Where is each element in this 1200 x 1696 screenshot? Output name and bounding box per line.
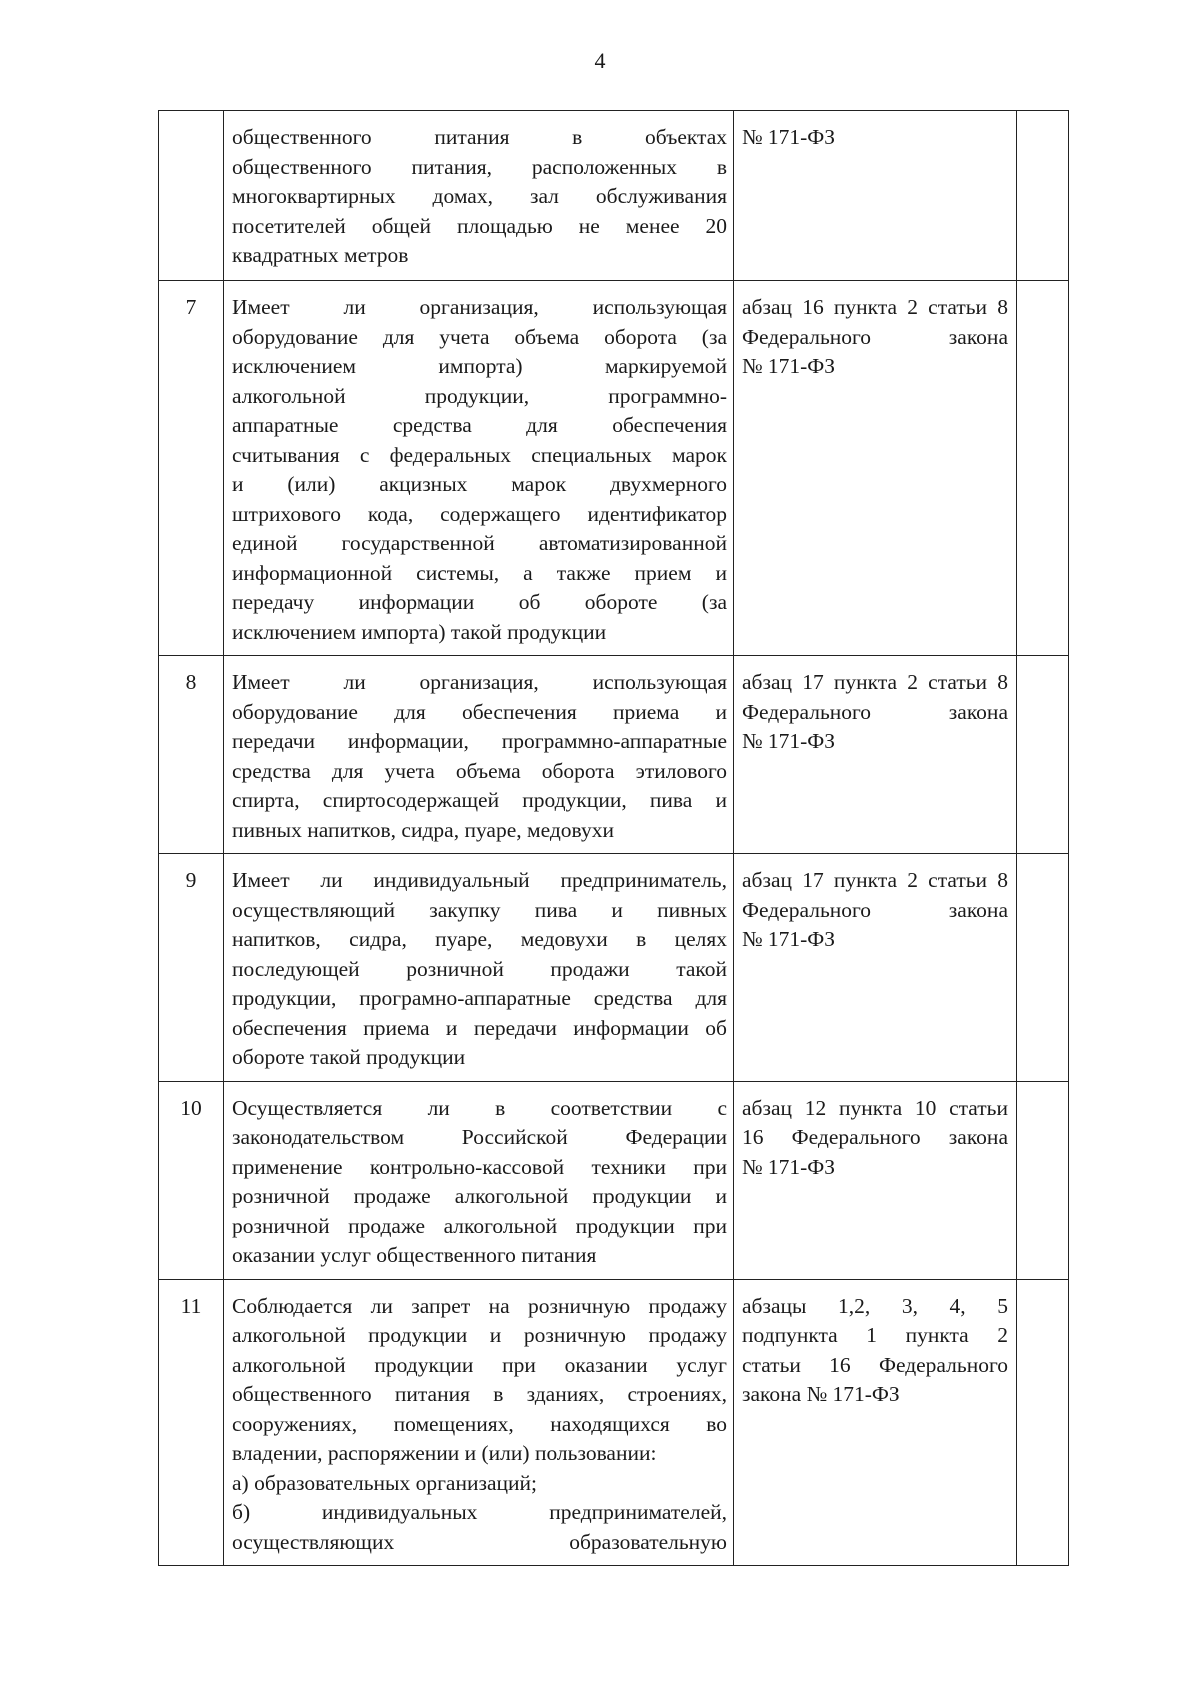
question-line: б) индивидуальных предпринимателей,: [232, 1500, 727, 1524]
question-line: оборудование для учета объема оборота (за: [232, 324, 727, 349]
question-line: осуществляющих образовательную: [232, 1529, 727, 1554]
reference-line: статьи 16 Федерального: [742, 1352, 1008, 1377]
reference-line: закона № 171-ФЗ: [742, 1382, 900, 1406]
question-line: владении, распоряжении и (или) пользовании:: [232, 1441, 657, 1465]
question-line: обеспечения приема и передачи информации об: [232, 1015, 727, 1040]
reference-line: Федерального закона: [742, 324, 1008, 349]
question-line: оборудование для обеспечения приема и: [232, 699, 727, 724]
reference-line: № 171-ФЗ: [742, 125, 836, 149]
question-line: Соблюдается ли запрет на розничную продажу: [232, 1293, 727, 1318]
question-line: и (или) акцизных марок двухмерного: [232, 472, 727, 496]
answer-cell: [1017, 111, 1069, 281]
question-line: штрихового кода, содержащего идентификатор: [232, 501, 727, 526]
row-number: 10: [159, 1081, 224, 1279]
legal-reference: [734, 111, 1017, 281]
answer-cell: [1017, 656, 1069, 854]
question-line: средства для учета объема оборота этилового: [232, 758, 727, 783]
question-line: общественного питания в объектах: [232, 125, 727, 149]
question-line: а) образовательных организаций;: [232, 1470, 537, 1495]
reference-line: Федерального закона: [742, 699, 1008, 724]
table-row: [159, 854, 1069, 1082]
requirement-question: [224, 111, 734, 281]
requirement-question: [224, 854, 734, 1082]
row-number: 7: [159, 281, 224, 656]
question-line: считывания с федеральных специальных марок: [232, 442, 727, 467]
reference-line: абзац 12 пункта 10 статьи: [742, 1095, 1008, 1120]
question-line: передачи информации, программно-аппаратные: [232, 729, 727, 753]
answer-cell: [1017, 854, 1069, 1082]
reference-line: абзац 17 пункта 2 статьи 8: [742, 868, 1008, 892]
question-line: посетителей общей площадью не менее 20: [232, 213, 727, 238]
question-line: единой государственной автоматизированной: [232, 531, 727, 555]
table-row: [159, 111, 1069, 281]
question-line: законодательством Российской Федерации: [232, 1125, 727, 1149]
table-row: [159, 1279, 1069, 1566]
question-line: информационной системы, а также прием и: [232, 560, 727, 585]
question-line: алкогольной продукции, программно-: [232, 383, 727, 408]
question-line: обороте такой продукции: [232, 1045, 466, 1069]
legal-reference: [734, 656, 1017, 854]
question-line: последующей розничной продажи такой: [232, 956, 727, 981]
requirement-question: [224, 656, 734, 854]
question-line: многоквартирных домах, зал обслуживания: [232, 184, 727, 208]
question-line: общественного питания в зданиях, строениях,: [232, 1382, 727, 1406]
legal-reference: [734, 854, 1017, 1082]
question-line: сооружениях, помещениях, находящихся во: [232, 1411, 727, 1436]
question-line: напитков, сидра, пуаре, медовухи в целях: [232, 927, 727, 951]
requirement-question: [224, 281, 734, 656]
reference-line: № 171-ФЗ: [742, 729, 836, 753]
question-line: розничной продаже алкогольной продукции и: [232, 1184, 727, 1208]
reference-line: абзац 17 пункта 2 статьи 8: [742, 670, 1008, 694]
requirement-question: [224, 1081, 734, 1279]
reference-line: Федерального закона: [742, 897, 1008, 922]
legal-reference: [734, 1081, 1017, 1279]
question-line: пивных напитков, сидра, пуаре, медовухи: [232, 817, 614, 842]
table-row: [159, 1081, 1069, 1279]
legal-reference: [734, 1279, 1017, 1566]
reference-line: № 171-ФЗ: [742, 1154, 836, 1179]
answer-cell: [1017, 1279, 1069, 1566]
question-line: Имеет ли индивидуальный предприниматель,: [232, 868, 727, 892]
answer-cell: [1017, 1081, 1069, 1279]
reference-line: № 171-ФЗ: [742, 354, 836, 378]
question-line: спирта, спиртосодержащей продукции, пива и: [232, 788, 727, 812]
requirement-question: [224, 1279, 734, 1566]
row-number: 9: [159, 854, 224, 1082]
row-number: 11: [159, 1279, 224, 1566]
reference-line: абзац 16 пункта 2 статьи 8: [742, 295, 1008, 319]
question-line: розничной продаже алкогольной продукции при: [232, 1213, 727, 1238]
question-line: аппаратные средства для обеспечения: [232, 413, 727, 437]
table-row: [159, 281, 1069, 656]
reference-line: 16 Федерального закона: [742, 1125, 1008, 1149]
answer-cell: [1017, 281, 1069, 656]
question-line: передачу информации об обороте (за: [232, 590, 727, 614]
reference-line: абзацы 1,2, 3, 4, 5: [742, 1293, 1008, 1318]
legal-reference: [734, 281, 1017, 656]
row-number: 8: [159, 656, 224, 854]
question-line: Осуществляется ли в соответствии с: [232, 1095, 727, 1120]
row-number: [159, 111, 224, 281]
reference-line: № 171-ФЗ: [742, 927, 836, 951]
reference-line: подпункта 1 пункта 2: [742, 1323, 1008, 1347]
requirements-table: [158, 110, 1069, 1566]
question-line: оказании услуг общественного питания: [232, 1243, 597, 1267]
page-number: 4: [594, 48, 606, 73]
question-line: алкогольной продукции при оказании услуг: [232, 1352, 727, 1377]
question-line: Имеет ли организация, использующая: [232, 295, 727, 319]
question-line: исключением импорта) такой продукции: [232, 619, 607, 644]
question-line: продукции, програмно-аппаратные средства для: [232, 986, 727, 1010]
table-row: [159, 656, 1069, 854]
question-line: исключением импорта) маркируемой: [232, 354, 727, 378]
question-line: осуществляющий закупку пива и пивных: [232, 897, 727, 922]
question-line: Имеет ли организация, использующая: [232, 670, 727, 694]
question-line: алкогольной продукции и розничную продажу: [232, 1323, 727, 1347]
question-line: квадратных метров: [232, 243, 409, 267]
question-line: применение контрольно-кассовой техники при: [232, 1154, 727, 1179]
question-line: общественного питания, расположенных в: [232, 154, 727, 179]
